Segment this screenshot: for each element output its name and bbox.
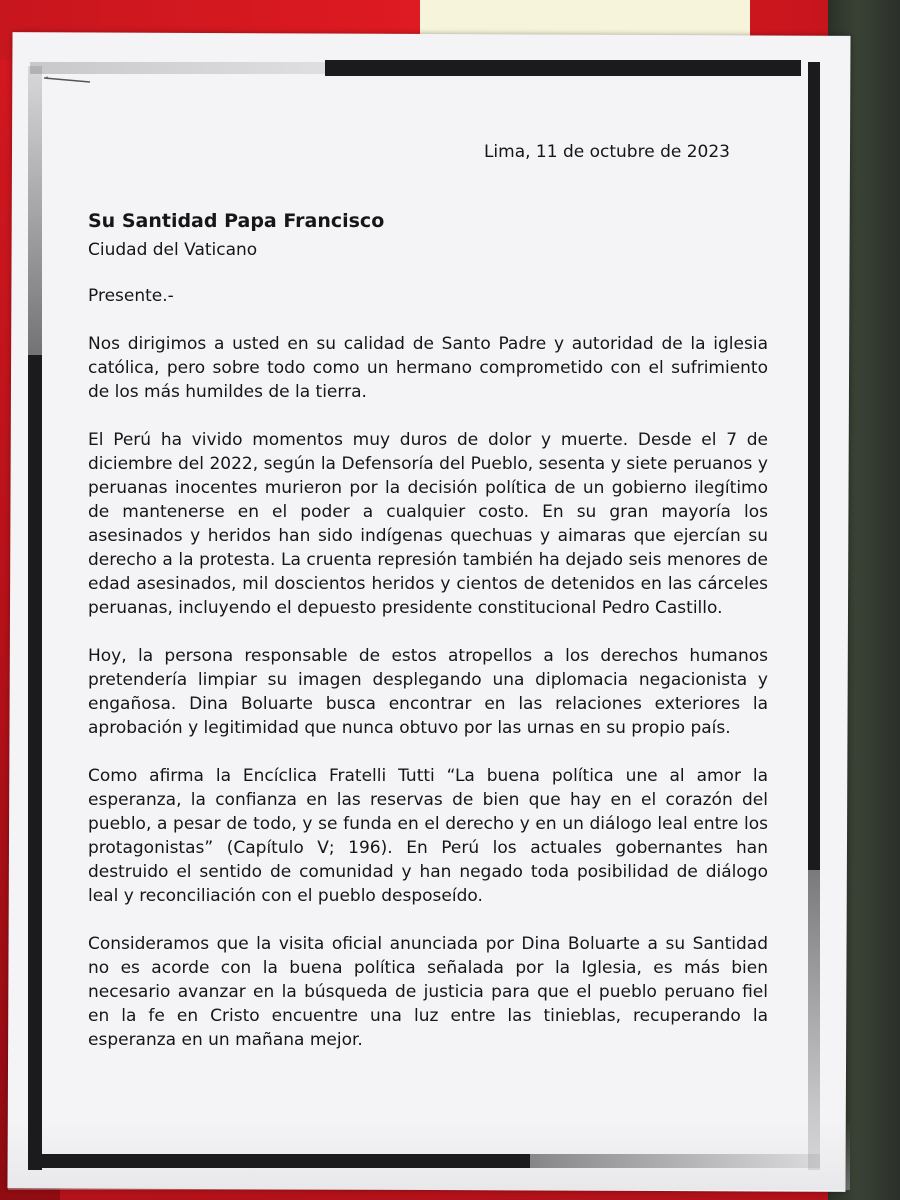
paragraph-accusation: Hoy, la persona responsable de estos atropellos a los derechos humanos pretendería limpiar su imagen desplegando una diplomacia negacionista y engañosa. Dina Boluarte busca encontrar en las relaciones exteriores la aprobación y legitimidad que nunca obtuvo por las urnas en su propio país.	[88, 646, 768, 738]
border-frame-left	[28, 355, 42, 1170]
border-frame-right-faded	[808, 870, 820, 1170]
paragraph-intro: Nos dirigimos a usted en su calidad de Santo Padre y autoridad de la iglesia católica, pero sobre todo como un hermano comprometido con el sufrimiento de los más humildes de la tierra.	[88, 334, 768, 402]
border-frame-bottom	[30, 1154, 530, 1168]
border-frame-bottom-faded	[530, 1154, 820, 1168]
paragraph-conclusion: Consideramos que la visita oficial anunciada por Dina Boluarte a su Santidad no es acorde con la buena política señalada por la Iglesia, es más bien necesario avanzar en la búsqueda de justicia para que el pueblo peruano fiel en la fe en Cristo encuentre una luz entre las tinieblas, recuperando la esperanza en un mañana mejor.	[88, 934, 768, 1050]
border-frame-right	[808, 62, 820, 870]
paragraph-context: El Perú ha vivido momentos muy duros de dolor y muerte. Desde el 7 de diciembre del 2022, según la Defensoría del Pueblo, sesenta y siete peruanos y peruanas inocentes murieron por la decisión política de un gobierno ilegítimo de mantenerse en el poder a cualquier costo. En su gran mayoría los asesinados y heridos han sido indígenas quechuas y aimaras que ejercían su derecho a la protesta. La cruenta represión también ha dejado seis menores de edad asesinados, mil doscientos heridos y cientos de detenidos en las cárceles peruanas, incluyendo el depuesto presidente constitucional Pedro Castillo.	[88, 430, 768, 618]
staple-icon	[42, 76, 94, 84]
recipient-name: Su Santidad Papa Francisco	[88, 210, 385, 232]
recipient-city: Ciudad del Vaticano	[88, 240, 258, 260]
border-frame-top-faded	[30, 62, 330, 74]
salutation: Presente.-	[88, 286, 174, 306]
border-frame-top	[325, 60, 801, 76]
letter-date: Lima, 11 de octubre de 2023	[483, 142, 730, 162]
border-frame-left-faded	[28, 66, 42, 356]
letter-body	[88, 96, 768, 1069]
paragraph-encyclical-quote: Como afirma la Encíclica Fratelli Tutti “La buena política une al amor la esperanza, la confianza en las reservas de bien que hay en el corazón del pueblo, a pesar de todo, y se funda en el derecho y en un diálogo leal entre los protagonistas” (Capítulo V; 196). En Perú los actuales gobernantes han destruido el sentido de comunidad y han negado toda posibilidad de diálogo leal y reconciliación con el pueblo desposeído.	[88, 766, 768, 906]
